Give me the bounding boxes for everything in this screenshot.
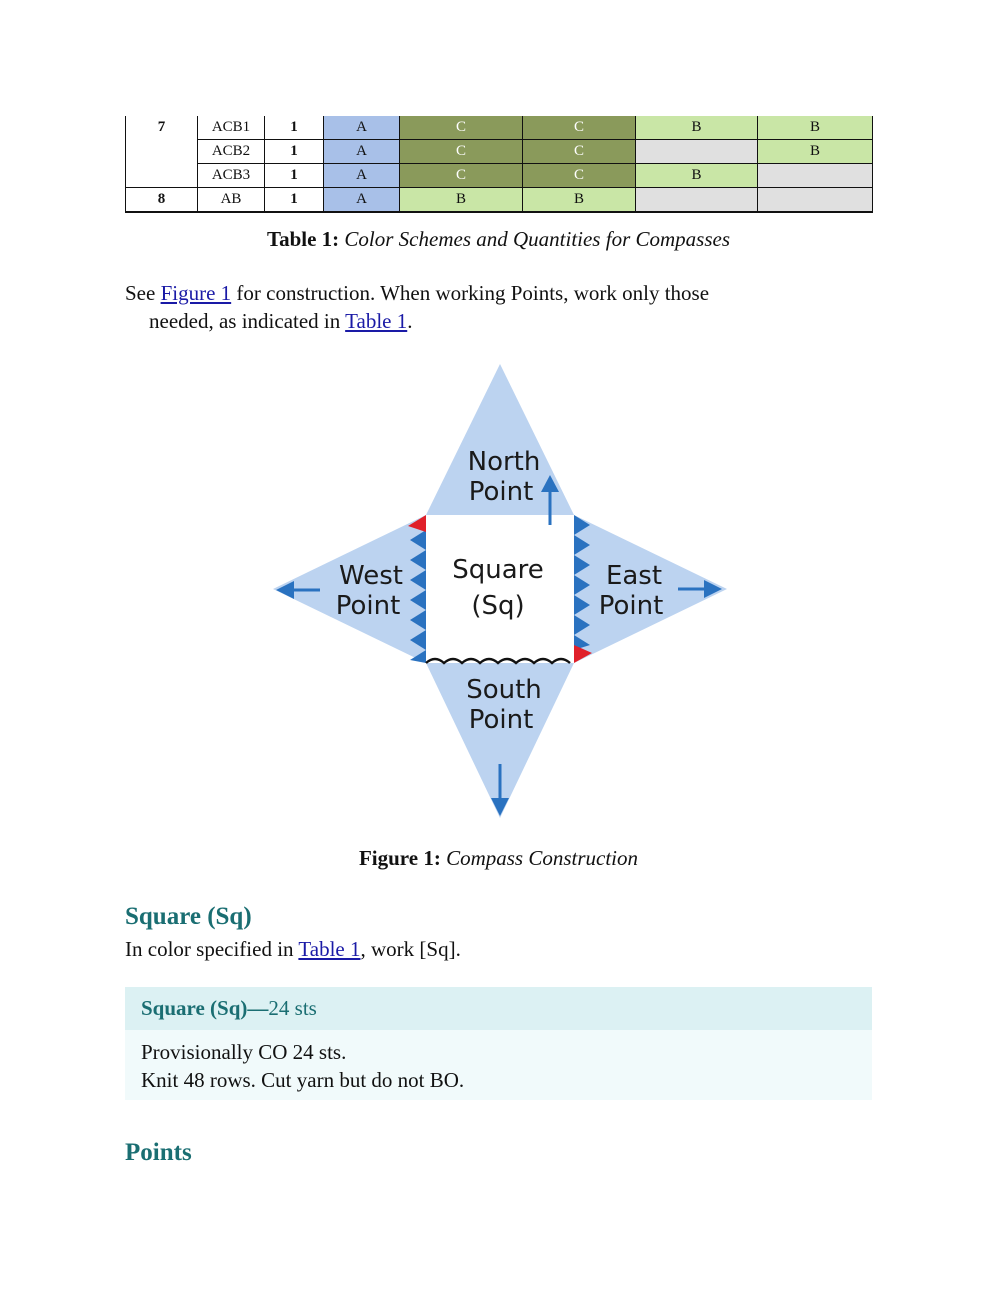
- figure-caption: [125, 846, 872, 871]
- table-cell-color: A: [324, 164, 400, 188]
- table-row: [126, 164, 873, 188]
- table-cell-qty: 1: [265, 164, 324, 188]
- square-heading: Square (Sq): [125, 903, 252, 930]
- table-cell-color: [758, 188, 873, 213]
- table-cell-group: 8: [126, 188, 198, 213]
- table-caption: [125, 227, 872, 252]
- west-label-line2: Point: [335, 591, 401, 621]
- intro-see: See: [125, 281, 161, 305]
- table-cell-color: B: [523, 188, 636, 213]
- table-cell-code: ACB2: [198, 140, 265, 164]
- table-cell-code: ACB1: [198, 116, 265, 140]
- figure-caption-text: Compass Construction: [446, 846, 639, 870]
- table-cell-color: C: [400, 116, 523, 140]
- square-box-line2: Knit 48 rows. Cut yarn but do not BO.: [141, 1068, 465, 1092]
- table-cell-color: B: [636, 116, 758, 140]
- square-box-title-bold: Square (Sq)—: [141, 996, 269, 1020]
- square-box-title-rest: 24 sts: [268, 996, 317, 1020]
- table-cell-color: C: [400, 164, 523, 188]
- east-label-line2: Point: [598, 591, 664, 621]
- table-cell-color: [636, 140, 758, 164]
- square-shape: [426, 515, 574, 663]
- table-cell-code: AB: [198, 188, 265, 213]
- table-cell-qty: 1: [265, 116, 324, 140]
- table-cell-color: C: [523, 164, 636, 188]
- square-label-line1: Square: [452, 555, 544, 585]
- square-intro: [125, 935, 872, 963]
- intro-line2: needed, as indicated in: [149, 309, 346, 333]
- table-cell-color: B: [758, 116, 873, 140]
- compass-diagram: [270, 360, 730, 820]
- table-cell-color: C: [400, 140, 523, 164]
- table-row: [126, 116, 873, 140]
- color-scheme-table: [125, 116, 873, 213]
- intro-paragraph: [125, 279, 872, 335]
- table-cell-color: B: [400, 188, 523, 213]
- south-label-line2: Point: [468, 705, 534, 735]
- table-cell-color: B: [636, 164, 758, 188]
- east-label-line1: East: [605, 561, 663, 591]
- west-label-line1: West: [339, 561, 403, 591]
- south-arrow-icon: [491, 798, 509, 816]
- table-cell-qty: 1: [265, 188, 324, 213]
- square-table-1-link[interactable]: Table 1: [298, 937, 361, 961]
- table-cell-color: A: [324, 188, 400, 213]
- square-box-line1: Provisionally CO 24 sts.: [141, 1040, 347, 1064]
- north-label-line2: Point: [468, 477, 534, 507]
- north-label-line1: North: [467, 447, 541, 477]
- compass-figure: [270, 360, 730, 820]
- square-intro-start: In color specified in: [125, 937, 299, 961]
- intro-end: .: [407, 309, 413, 333]
- table-cell-qty: 1: [265, 140, 324, 164]
- figure-caption-label: Figure 1:: [358, 846, 441, 870]
- square-label-line2: (Sq): [471, 591, 525, 621]
- figure-1-link[interactable]: Figure 1: [160, 281, 232, 305]
- table-caption-label: Table 1:: [267, 227, 340, 251]
- table-cell-group: 7: [126, 116, 198, 188]
- table-cell-color: C: [523, 116, 636, 140]
- square-box-title: [125, 987, 872, 1030]
- square-intro-end: , work [Sq].: [360, 937, 461, 961]
- table-cell-color: [758, 164, 873, 188]
- points-heading: Points: [125, 1139, 192, 1166]
- table-1-link[interactable]: Table 1: [345, 309, 408, 333]
- table-row: [126, 140, 873, 164]
- square-box-body: [125, 1030, 872, 1100]
- table-cell-code: ACB3: [198, 164, 265, 188]
- table-cell-color: C: [523, 140, 636, 164]
- table-cell-color: A: [324, 140, 400, 164]
- table-caption-text: Color Schemes and Quantities for Compasses: [344, 227, 730, 251]
- table-row: [126, 188, 873, 213]
- south-label-line1: South: [466, 675, 542, 705]
- table-cell-color: A: [324, 116, 400, 140]
- intro-mid: for construction. When working Points, work only those: [231, 281, 710, 305]
- table-cell-color: [636, 188, 758, 213]
- table-cell-color: B: [758, 140, 873, 164]
